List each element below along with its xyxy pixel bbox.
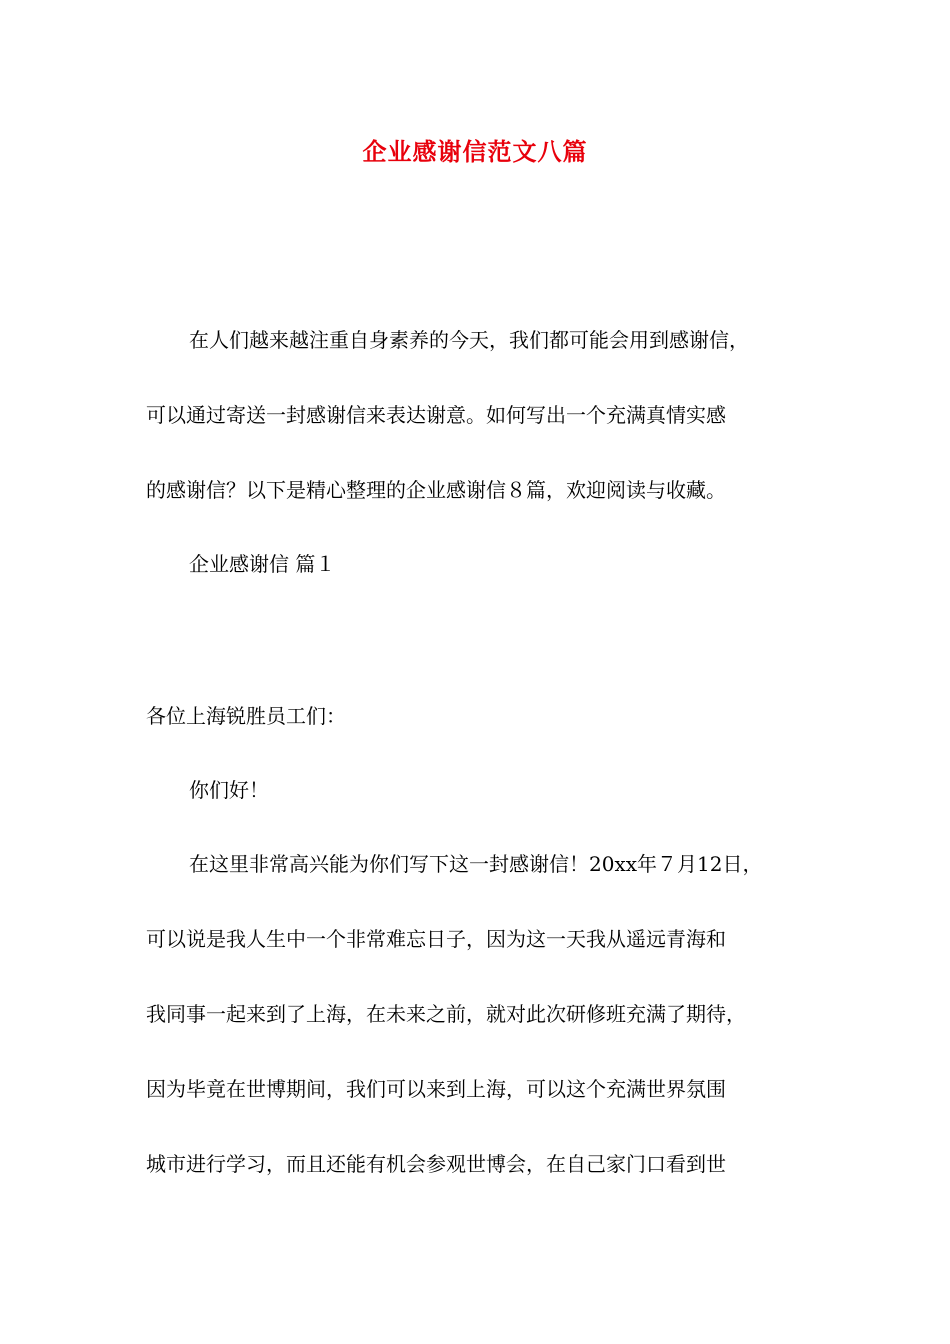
section-heading: 企业感谢信 篇１: [189, 552, 336, 576]
greeting: 你们好！: [189, 778, 269, 802]
document-title: 企业感谢信范文八篇: [362, 137, 588, 166]
body-line-5: 城市进行学习，而且还能有机会参观世博会，在自己家门口看到世: [146, 1152, 726, 1176]
body-line-4: 因为毕竟在世博期间，我们可以来到上海，可以这个充满世界氛围: [146, 1077, 726, 1101]
salutation: 各位上海锐胜员工们：: [146, 704, 346, 728]
intro-line-3: 的感谢信？以下是精心整理的企业感谢信８篇，欢迎阅读与收藏。: [146, 478, 726, 502]
body-line-1: 在这里非常高兴能为你们写下这一封感谢信！20xx年７月12日，: [189, 852, 763, 876]
body-line-2: 可以说是我人生中一个非常难忘日子，因为这一天我从遥远青海和: [146, 927, 726, 951]
intro-line-2: 可以通过寄送一封感谢信来表达谢意。如何写出一个充满真情实感: [146, 403, 726, 427]
intro-line-1: 在人们越来越注重自身素养的今天，我们都可能会用到感谢信，: [189, 328, 749, 352]
body-line-3: 我同事一起来到了上海，在未来之前，就对此次研修班充满了期待，: [146, 1002, 746, 1026]
